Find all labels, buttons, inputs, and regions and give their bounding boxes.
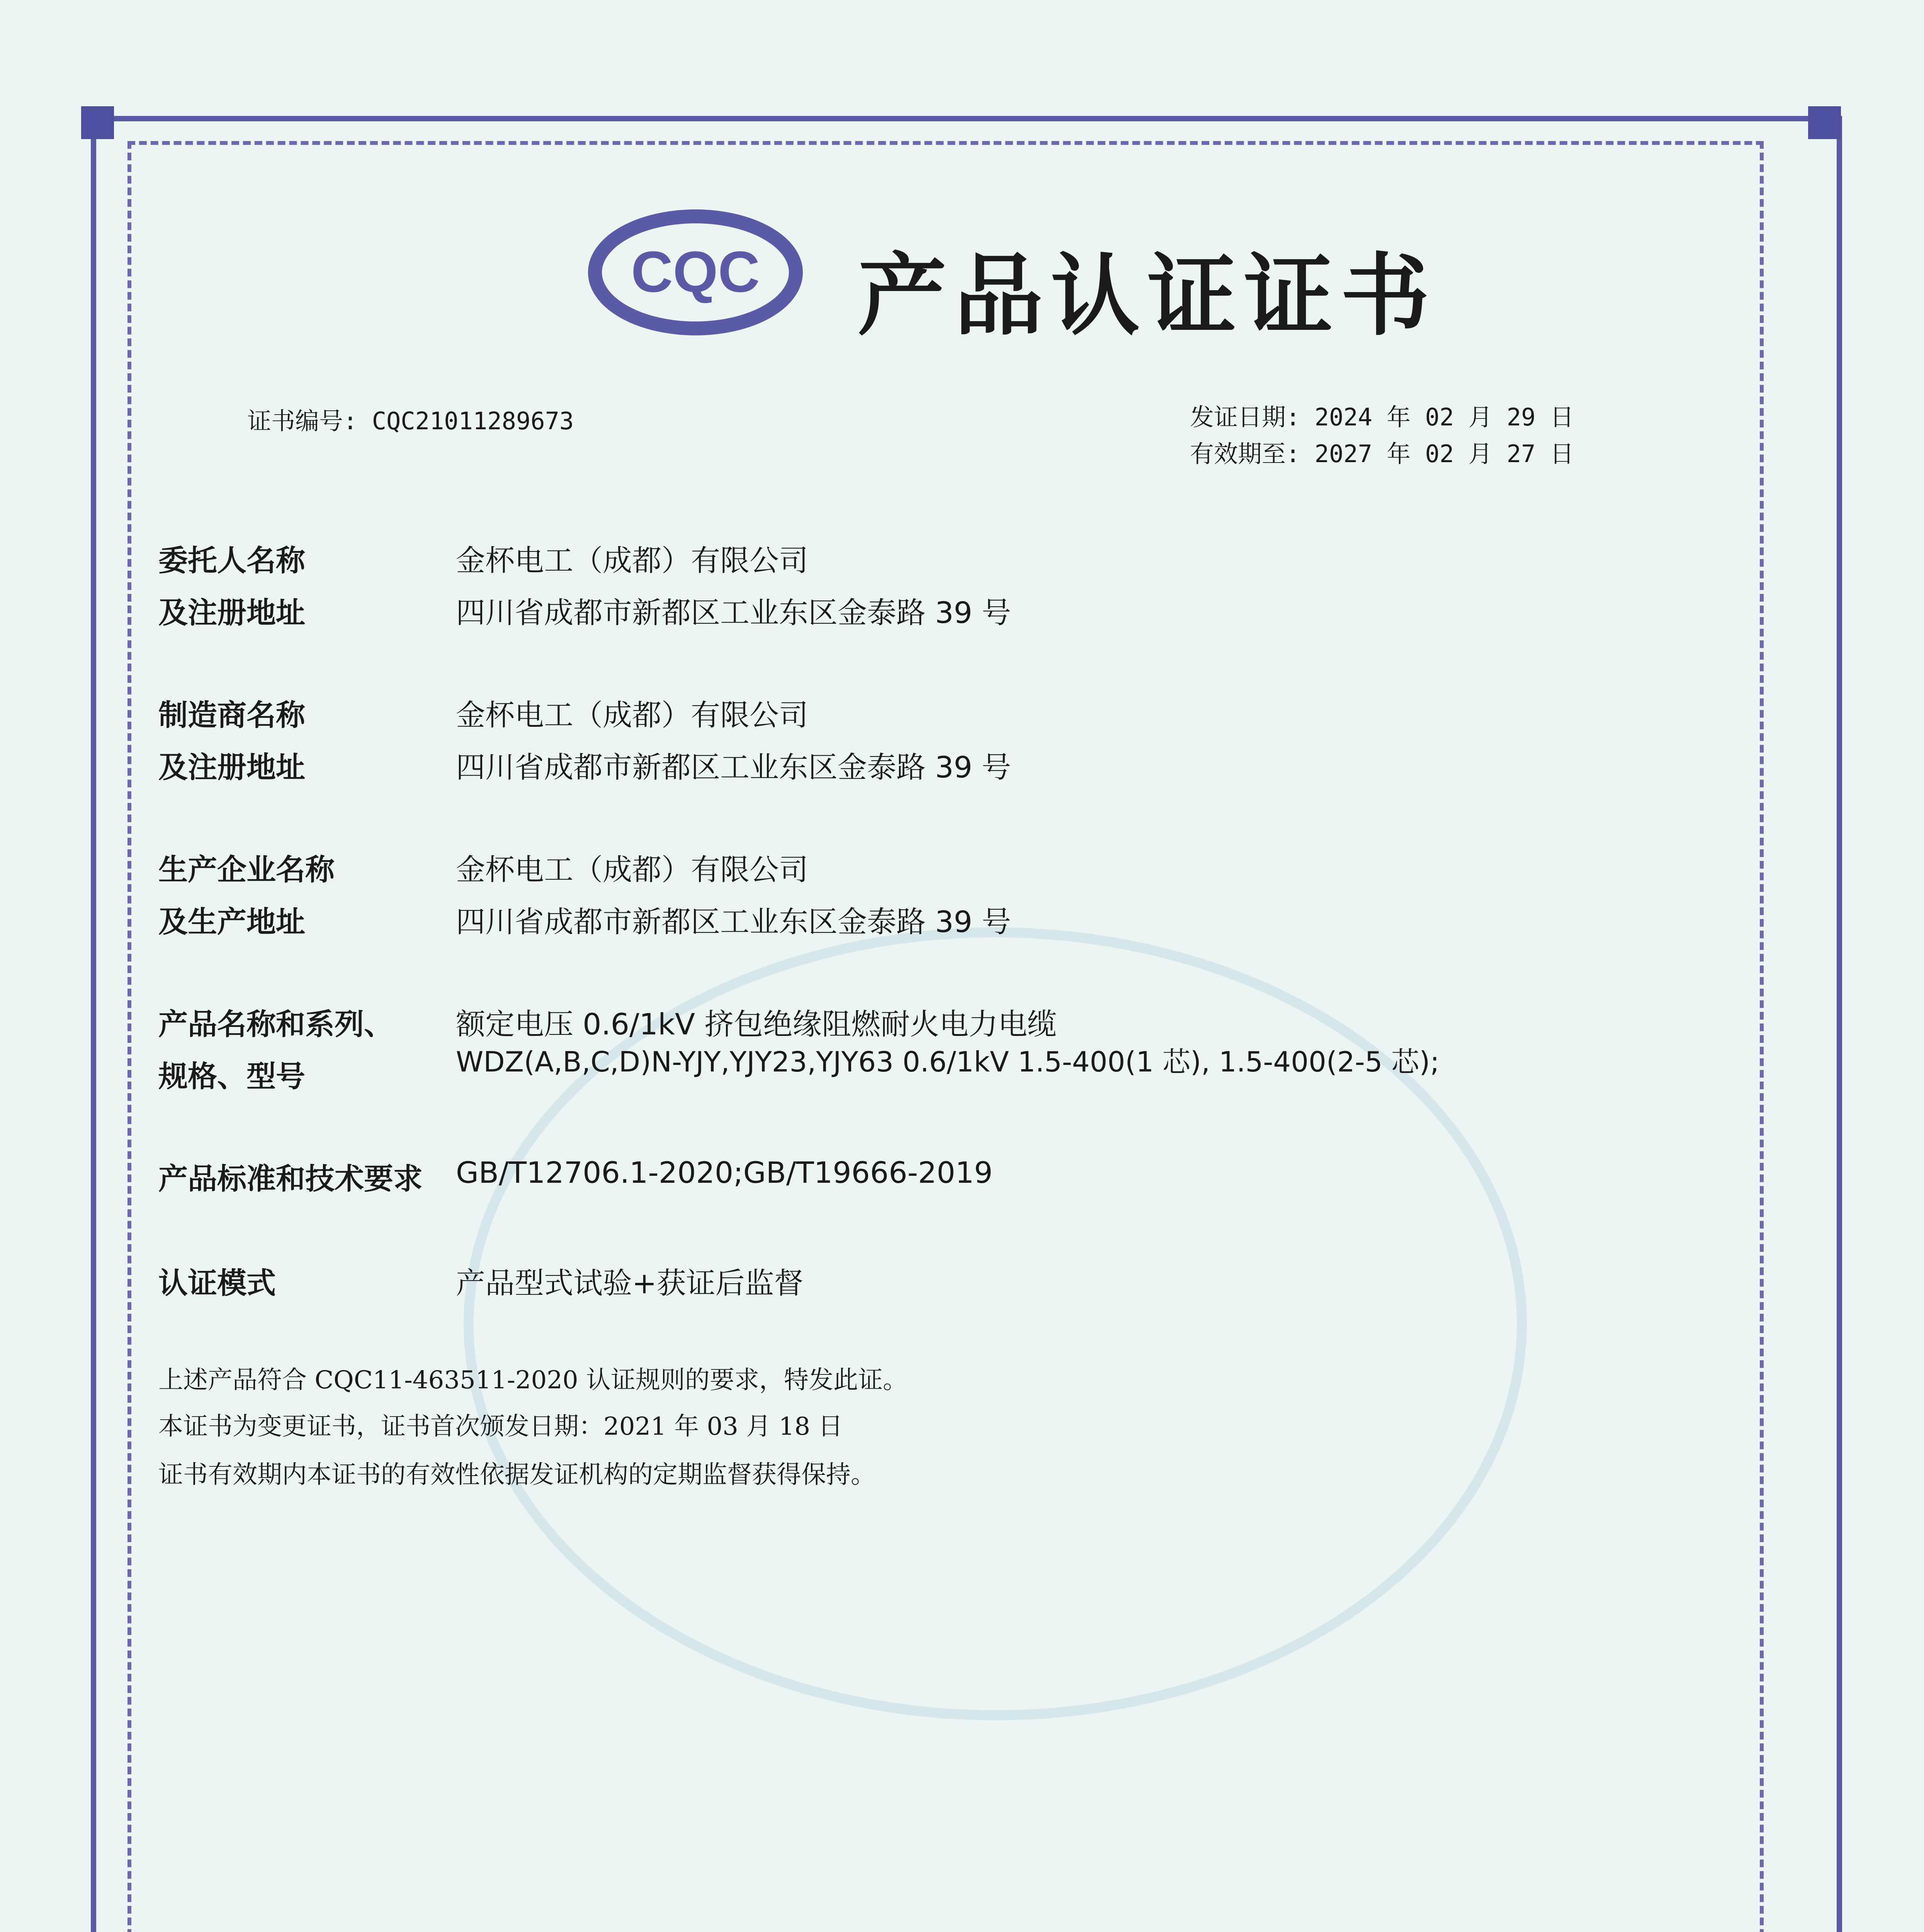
- field-value-manufacturer-name: 金杯电工（成都）有限公司: [456, 698, 808, 732]
- field-label-client-address: 及注册地址: [158, 595, 305, 630]
- field-label-client-name: 委托人名称: [158, 543, 305, 578]
- field-value-factory-name: 金杯电工（成都）有限公司: [456, 852, 808, 887]
- field-label-cert-mode: 认证模式: [158, 1266, 276, 1300]
- valid-until: 有效期至: 2027 年 02 月 27 日: [1190, 440, 1574, 468]
- field-label-factory-address: 及生产地址: [158, 905, 305, 939]
- issue-date: 发证日期: 2024 年 02 月 29 日: [1190, 403, 1574, 431]
- field-label-product-name: 产品名称和系列、: [158, 1007, 393, 1041]
- note-line: 证书有效期内本证书的有效性依据发证机构的定期监督获得保持。: [158, 1461, 875, 1489]
- field-value-standards: GB/T12706.1-2020;GB/T19666-2019: [456, 1155, 993, 1190]
- certificate-number: 证书编号: CQC21011289673: [247, 407, 574, 435]
- field-value-manufacturer-address: 四川省成都市新都区工业东区金泰路 39 号: [456, 750, 1011, 784]
- field-label-manufacturer-name: 制造商名称: [158, 698, 305, 732]
- field-label-manufacturer-address: 及注册地址: [158, 750, 305, 784]
- note-line: 上述产品符合 CQC11-463511-2020 认证规则的要求，特发此证。: [158, 1366, 908, 1395]
- field-label-standards: 产品标准和技术要求: [158, 1162, 423, 1196]
- field-label-factory-name: 生产企业名称: [158, 852, 335, 887]
- field-value-client-name: 金杯电工（成都）有限公司: [456, 543, 808, 578]
- field-value-factory-address: 四川省成都市新都区工业东区金泰路 39 号: [456, 905, 1011, 939]
- field-value-product-model: WDZ(A,B,C,D)N-YJY,YJY23,YJY63 0.6/1kV 1.5-400(1 芯), 1.5-400(2-5 芯);: [456, 1046, 1440, 1078]
- field-value-client-address: 四川省成都市新都区工业东区金泰路 39 号: [456, 595, 1011, 630]
- field-value-product-name: 额定电压 0.6/1kV 挤包绝缘阻燃耐火电力电缆: [456, 1007, 1057, 1041]
- corner-ornament: [81, 106, 114, 139]
- field-label-product-model: 规格、型号: [158, 1059, 305, 1094]
- cqc-logo-icon: [587, 209, 804, 336]
- field-value-cert-mode: 产品型式试验+获证后监督: [456, 1266, 804, 1300]
- note-line: 本证书为变更证书，证书首次颁发日期：2021 年 03 月 18 日: [158, 1412, 843, 1441]
- certificate-title: 产品认证证书: [858, 245, 1438, 348]
- corner-ornament: [1808, 106, 1841, 139]
- logo-text: CQC: [631, 239, 760, 304]
